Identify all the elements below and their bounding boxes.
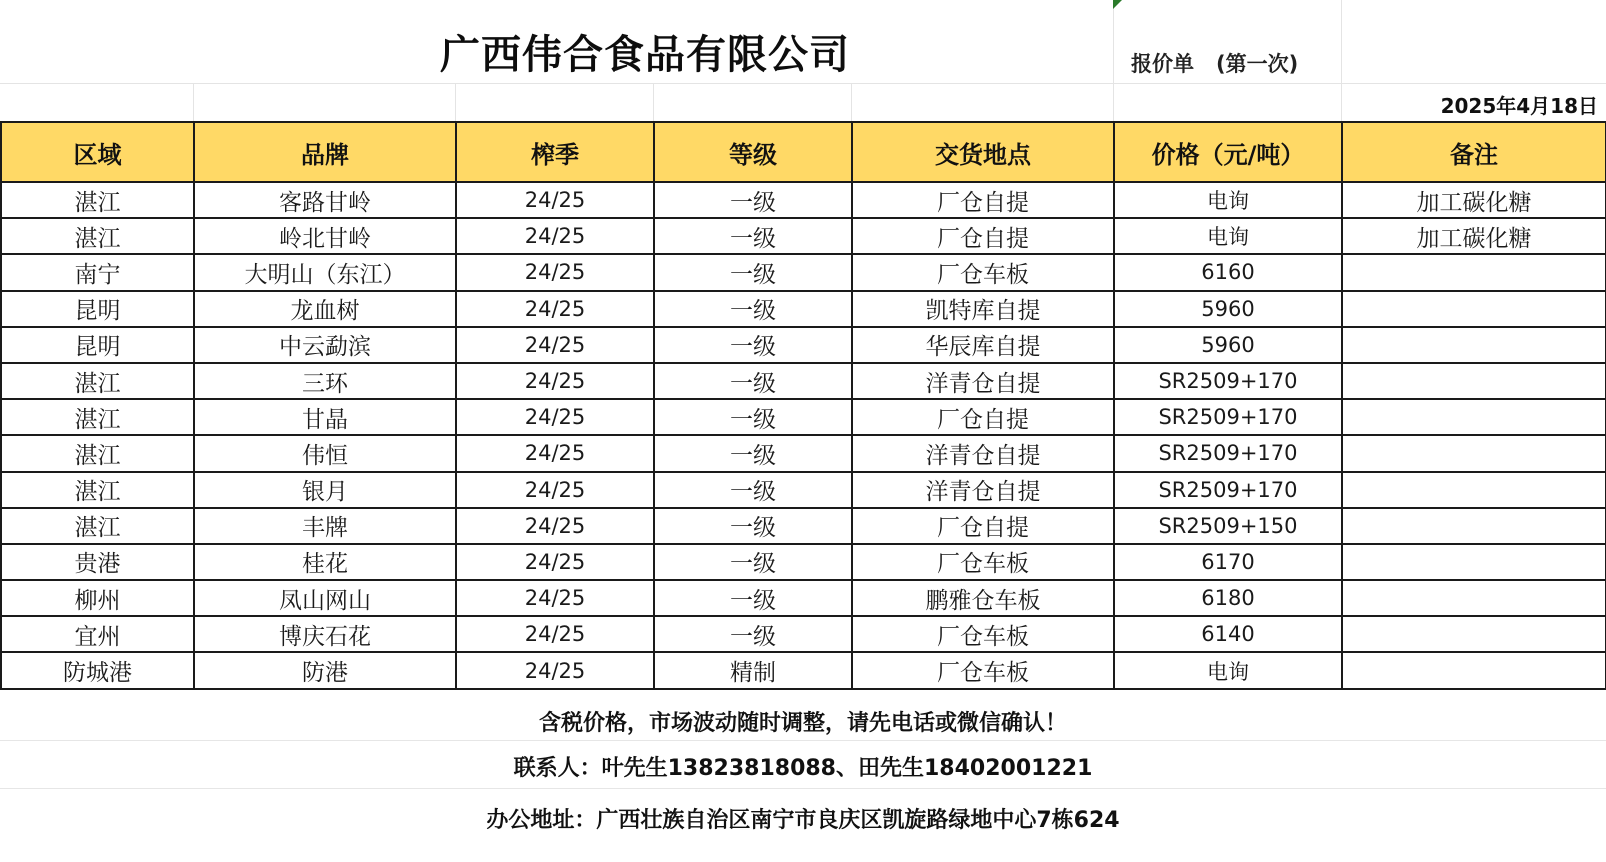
cell-price: 6180 [1114, 580, 1342, 616]
cell-delivery: 洋青仓自提 [852, 472, 1114, 508]
cell-delivery: 洋青仓自提 [852, 435, 1114, 471]
cell-season: 24/25 [456, 435, 654, 471]
cell-grade: 一级 [654, 327, 852, 363]
cell-price: 电询 [1114, 218, 1342, 254]
cell-grade: 一级 [654, 616, 852, 652]
table-row [1, 652, 1606, 688]
grid-line [1113, 0, 1114, 121]
col-header-region: 区域 [1, 122, 194, 182]
cell-price: SR2509+170 [1114, 363, 1342, 399]
quote-date: 2025年4月18日 [1440, 94, 1598, 118]
grid-line [0, 740, 1606, 741]
cell-season: 24/25 [456, 363, 654, 399]
col-header-remark: 备注 [1342, 122, 1606, 182]
cell-delivery: 厂仓车板 [852, 652, 1114, 688]
table-row [1, 544, 1606, 580]
cell-remark: 加工碳化糖 [1342, 218, 1606, 254]
cell-season: 24/25 [456, 399, 654, 435]
table-row [1, 254, 1606, 290]
cell-grade: 精制 [654, 652, 852, 688]
col-header-grade: 等级 [654, 122, 852, 182]
col-header-brand: 品牌 [194, 122, 456, 182]
quote-round: (第一次) [1216, 52, 1299, 76]
grid-line [193, 84, 194, 121]
cell-delivery: 厂仓自提 [852, 399, 1114, 435]
cell-price: 电询 [1114, 652, 1342, 688]
cell-brand: 银月 [194, 472, 456, 508]
cell-season: 24/25 [456, 327, 654, 363]
cell-region: 湛江 [1, 399, 194, 435]
cell-grade: 一级 [654, 580, 852, 616]
cell-price: SR2509+150 [1114, 508, 1342, 544]
cell-region: 防城港 [1, 652, 194, 688]
table-row [1, 291, 1606, 327]
cell-delivery: 厂仓自提 [852, 218, 1114, 254]
cell-price: 6170 [1114, 544, 1342, 580]
table-row [1, 218, 1606, 254]
col-header-season: 榨季 [456, 122, 654, 182]
cell-region: 湛江 [1, 435, 194, 471]
office-address: 办公地址：广西壮族自治区南宁市良庆区凯旋路绿地中心7栋624 [486, 808, 1120, 833]
cell-delivery: 厂仓自提 [852, 508, 1114, 544]
cell-season: 24/25 [456, 472, 654, 508]
cell-brand: 凤山网山 [194, 580, 456, 616]
cell-brand: 龙血树 [194, 291, 456, 327]
quote-label [1131, 48, 1298, 78]
cell-remark [1342, 544, 1606, 580]
cell-price: 6140 [1114, 616, 1342, 652]
cell-grade: 一级 [654, 291, 852, 327]
cell-season: 24/25 [456, 508, 654, 544]
cell-region: 南宁 [1, 254, 194, 290]
cell-grade: 一级 [654, 544, 852, 580]
cell-remark [1342, 291, 1606, 327]
cell-remark [1342, 652, 1606, 688]
cell-price: SR2509+170 [1114, 435, 1342, 471]
cell-delivery: 厂仓车板 [852, 544, 1114, 580]
cell-season: 24/25 [456, 616, 654, 652]
cell-delivery: 华辰库自提 [852, 327, 1114, 363]
cell-grade: 一级 [654, 435, 852, 471]
table-row [1, 182, 1606, 218]
cell-remark [1342, 616, 1606, 652]
cell-region: 柳州 [1, 580, 194, 616]
cell-delivery: 鹏雅仓车板 [852, 580, 1114, 616]
cell-price: 5960 [1114, 327, 1342, 363]
cell-delivery: 洋青仓自提 [852, 363, 1114, 399]
cell-grade: 一级 [654, 182, 852, 218]
cell-brand: 伟恒 [194, 435, 456, 471]
cell-remark [1342, 399, 1606, 435]
cell-remark [1342, 508, 1606, 544]
col-header-price: 价格（元/吨） [1114, 122, 1342, 182]
cell-price: SR2509+170 [1114, 399, 1342, 435]
table-row [1, 580, 1606, 616]
cell-season: 24/25 [456, 218, 654, 254]
cell-delivery: 厂仓车板 [852, 254, 1114, 290]
cell-region: 湛江 [1, 218, 194, 254]
cell-brand: 三环 [194, 363, 456, 399]
cell-region: 湛江 [1, 508, 194, 544]
cell-region: 宜州 [1, 616, 194, 652]
grid-line [455, 84, 456, 121]
grid-line [0, 788, 1606, 789]
cell-comment-marker [1113, 0, 1122, 9]
contact-info: 联系人：叶先生13823818088、田先生18402001221 [513, 756, 1093, 781]
table-row [1, 472, 1606, 508]
cell-brand: 岭北甘岭 [194, 218, 456, 254]
cell-brand: 防港 [194, 652, 456, 688]
cell-price: 5960 [1114, 291, 1342, 327]
cell-remark [1342, 435, 1606, 471]
cell-delivery: 厂仓自提 [852, 182, 1114, 218]
cell-remark [1342, 472, 1606, 508]
cell-season: 24/25 [456, 544, 654, 580]
cell-grade: 一级 [654, 363, 852, 399]
quote-type: 报价单 [1131, 52, 1194, 76]
cell-price: 6160 [1114, 254, 1342, 290]
cell-brand: 博庆石花 [194, 616, 456, 652]
grid-line [851, 84, 852, 121]
cell-price: 电询 [1114, 182, 1342, 218]
table-body [1, 182, 1606, 689]
cell-grade: 一级 [654, 218, 852, 254]
cell-brand: 丰牌 [194, 508, 456, 544]
cell-delivery: 凯特库自提 [852, 291, 1114, 327]
cell-grade: 一级 [654, 254, 852, 290]
grid-line [653, 84, 654, 121]
cell-grade: 一级 [654, 399, 852, 435]
price-notice: 含税价格，市场波动随时调整，请先电话或微信确认！ [538, 711, 1067, 736]
cell-region: 湛江 [1, 363, 194, 399]
cell-season: 24/25 [456, 254, 654, 290]
cell-season: 24/25 [456, 580, 654, 616]
cell-brand: 中云勐滨 [194, 327, 456, 363]
col-header-delivery: 交货地点 [852, 122, 1114, 182]
table-row [1, 616, 1606, 652]
cell-brand: 客路甘岭 [194, 182, 456, 218]
cell-brand: 甘晶 [194, 399, 456, 435]
cell-remark [1342, 327, 1606, 363]
cell-region: 湛江 [1, 182, 194, 218]
cell-season: 24/25 [456, 291, 654, 327]
cell-remark [1342, 580, 1606, 616]
cell-remark [1342, 254, 1606, 290]
cell-brand: 桂花 [194, 544, 456, 580]
table-row [1, 399, 1606, 435]
table-row [1, 327, 1606, 363]
cell-season: 24/25 [456, 182, 654, 218]
cell-region: 昆明 [1, 327, 194, 363]
table-row [1, 363, 1606, 399]
cell-season: 24/25 [456, 652, 654, 688]
cell-remark [1342, 363, 1606, 399]
cell-region: 贵港 [1, 544, 194, 580]
title-area [0, 0, 1606, 118]
cell-region: 湛江 [1, 472, 194, 508]
company-name: 广西伟合食品有限公司 [440, 32, 850, 78]
table-header-row [1, 122, 1606, 182]
cell-price: SR2509+170 [1114, 472, 1342, 508]
cell-region: 昆明 [1, 291, 194, 327]
table-row [1, 508, 1606, 544]
price-table [0, 121, 1606, 690]
grid-line [1341, 0, 1342, 121]
cell-grade: 一级 [654, 508, 852, 544]
cell-remark: 加工碳化糖 [1342, 182, 1606, 218]
table-row [1, 435, 1606, 471]
cell-delivery: 厂仓车板 [852, 616, 1114, 652]
cell-brand: 大明山（东江） [194, 254, 456, 290]
cell-grade: 一级 [654, 472, 852, 508]
